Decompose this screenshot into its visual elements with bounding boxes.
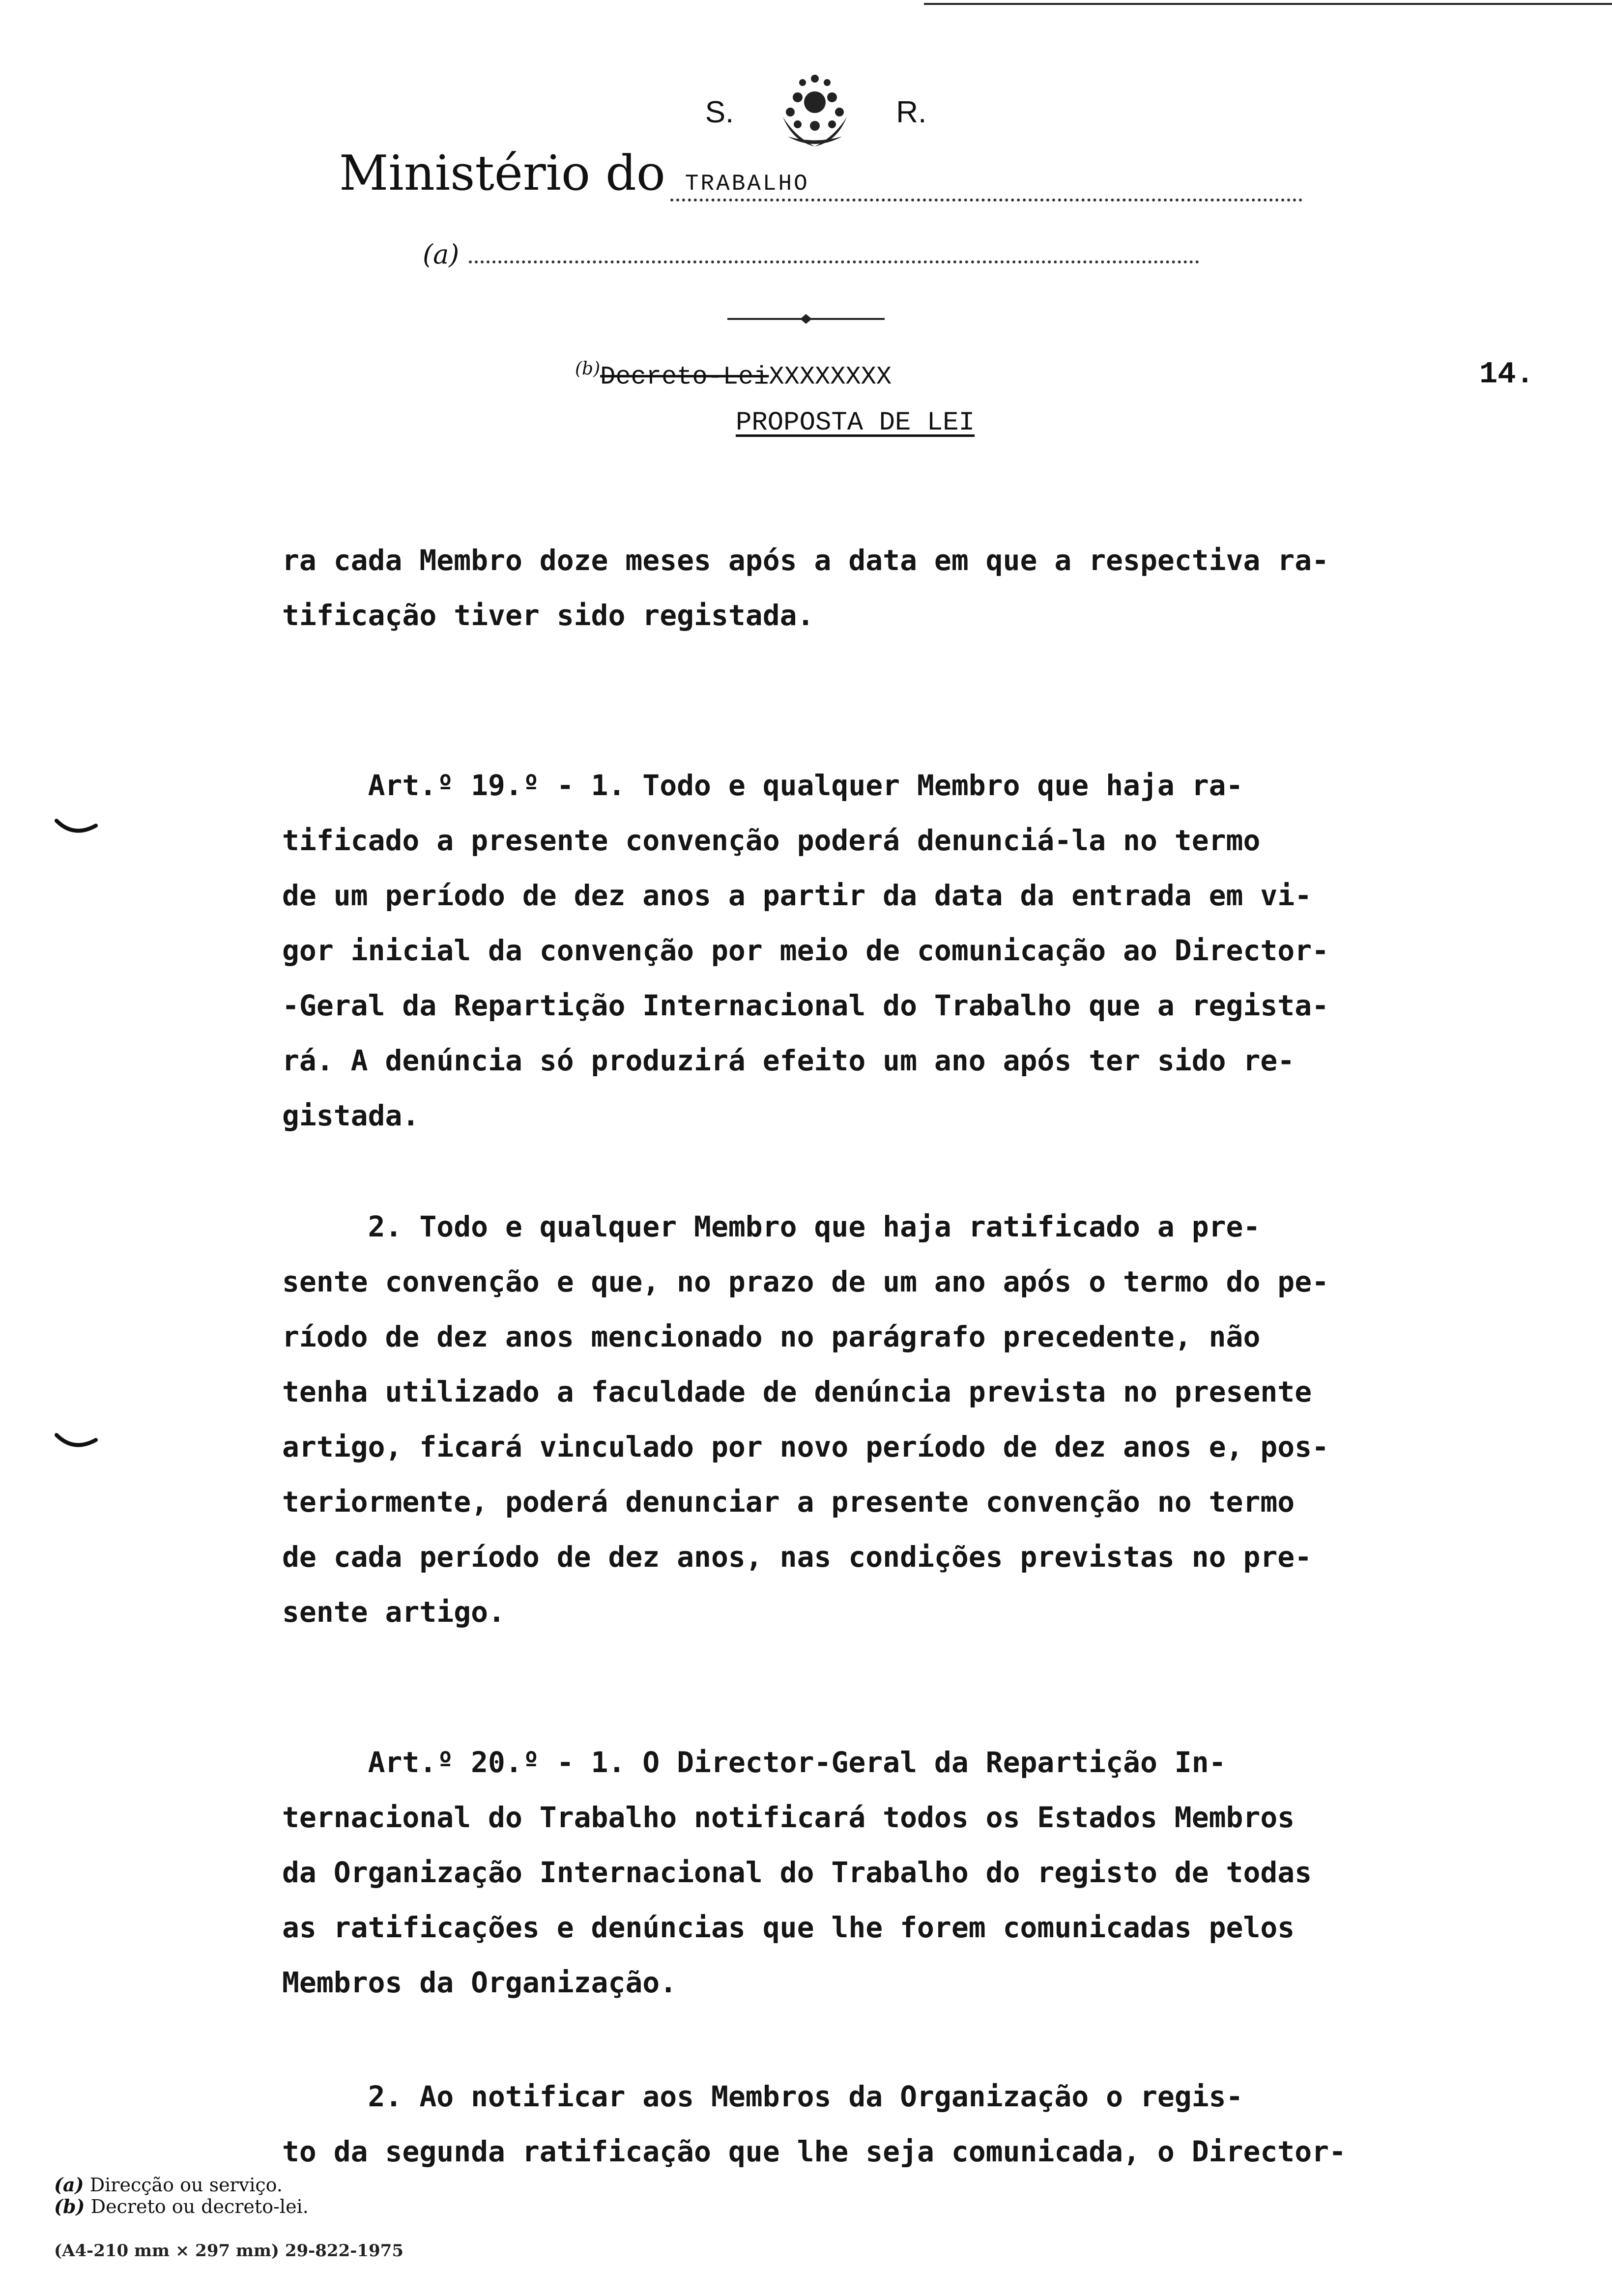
footnote-a: [54, 2174, 693, 2196]
footnote-a-text: Direcção ou serviço.: [89, 2174, 283, 2196]
top-border-line: [924, 3, 1612, 5]
text-line: de um período de dez anos a partir da data da entrada em vi-: [282, 879, 1312, 912]
text-line: gor inicial da convenção por meio de comunicação ao Director-: [282, 934, 1329, 967]
decree-line: [575, 359, 1037, 403]
text-line: -Geral da Repartição Internacional do Trabalho que a registа-: [282, 989, 1329, 1022]
text-line: teriormente, poderá denunciar a presente convenção no termo: [282, 1485, 1295, 1519]
text-line: artigo, ficará vinculado por novo período de dez anos e, pos-: [282, 1430, 1329, 1464]
text-line: de cada período de dez anos, nas condições previstas no pre-: [282, 1540, 1312, 1574]
coat-of-arms-emblem-icon: [768, 68, 862, 156]
text-line: sente convenção e que, no prazo de um ano após o termo do pe-: [282, 1265, 1329, 1298]
decree-struck-text: Decreto-Lei: [600, 362, 769, 392]
form-code: (A4-210 mm × 297 mm) 29-822-1975: [54, 2241, 403, 2261]
footnote-b-marker: (b): [54, 2195, 85, 2217]
text-line: Art.º 19.º - 1. Todo e qualquer Membro que haja ra-: [282, 769, 1243, 802]
text-line: as ratificações e denúncias que lhe forem comunicadas pelos: [282, 1911, 1295, 1944]
text-line: 2. Todo e qualquer Membro que haja ratificado a pre-: [282, 1210, 1261, 1243]
text-line: ternacional do Trabalho notificará todos os Estados Membros: [282, 1801, 1295, 1834]
decree-overstrike: XXXXXXXX: [769, 362, 892, 392]
page-number: 14.: [1479, 357, 1534, 392]
text-line: ríodo de dez anos mencionado no parágrafo precedente, não: [282, 1320, 1261, 1353]
article-20-paragraph-2: [282, 2069, 1560, 2179]
text-line: rá. A denúncia só produzirá efeito um ano após ter sido re-: [282, 1044, 1295, 1077]
ornament-divider-icon: [727, 307, 885, 331]
text-line: 2. Ao notificar aos Membros da Organização o regis-: [282, 2080, 1243, 2113]
footnotes: [54, 2174, 693, 2228]
text-line: tificação tiver sido registada.: [282, 599, 814, 632]
sr-left-letter: S.: [705, 95, 734, 129]
ministry-line: [339, 145, 1302, 219]
article-20-paragraph-1: [282, 1735, 1560, 2010]
margin-punch-mark-icon: [54, 1430, 98, 1455]
decree-marker: (b): [575, 359, 601, 379]
text-line: tenha utilizado a faculdade de denúncia prevista no presente: [282, 1375, 1312, 1408]
article-19-paragraph-2: [282, 1199, 1560, 1639]
text-line: sente artigo.: [282, 1595, 505, 1629]
service-dotted-field: [469, 241, 1199, 263]
text-line: Membros da Organização.: [282, 1966, 677, 1999]
text-line: tificado a presente convenção poderá denunciá-la no termo: [282, 824, 1261, 857]
text-line: da Organização Internacional do Trabalho do registo de todas: [282, 1856, 1312, 1889]
text-line: to da segunda ratificação que lhe seja comunicada, o Director-: [282, 2135, 1346, 2168]
footnote-b: [54, 2196, 693, 2217]
ministry-prefix: Ministério do: [339, 145, 665, 201]
margin-punch-mark-icon: [54, 816, 98, 840]
proposal-title: PROPOSTA DE LEI: [735, 408, 975, 438]
sr-right-letter: R.: [896, 95, 927, 129]
footnote-a-marker: (a): [54, 2174, 84, 2196]
service-marker: (a): [423, 239, 460, 270]
text-line: gistada.: [282, 1099, 420, 1132]
text-line: ra cada Membro doze meses após a data em que a respectiva ra-: [282, 544, 1329, 577]
service-line: [423, 239, 1199, 283]
paragraph-continuation: [282, 533, 1560, 643]
article-19-paragraph-1: [282, 758, 1560, 1143]
text-line: Art.º 20.º - 1. O Director-Geral da Repartição In-: [282, 1746, 1226, 1779]
footnote-b-text: Decreto ou decreto-lei.: [90, 2196, 309, 2217]
ministry-name: TRABALHO: [670, 171, 1302, 201]
